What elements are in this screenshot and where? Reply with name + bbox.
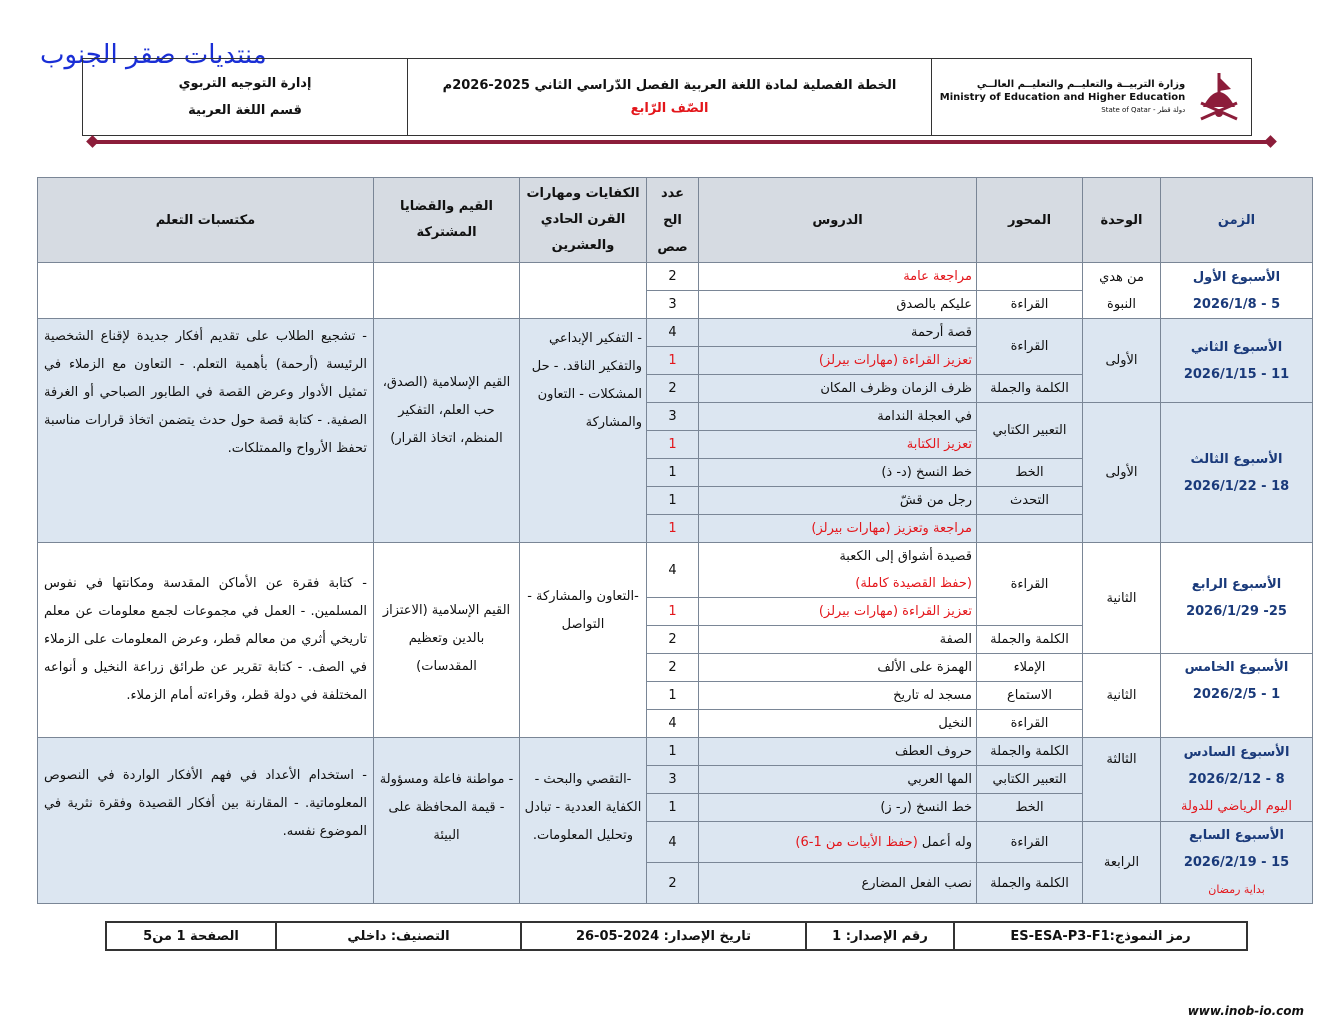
axis-cell	[977, 263, 1083, 291]
week-name: الأسبوع الثالث	[1190, 451, 1283, 467]
axis-cell: الخط	[977, 794, 1083, 822]
week-name: الأسبوع السادس	[1183, 745, 1290, 760]
lesson-cell: مراجعة وتعزيز (مهارات بيرلز)	[699, 515, 977, 543]
unit-cell: من هدي النبوة	[1083, 263, 1161, 319]
count-cell: 3	[647, 403, 699, 431]
week-name: الأسبوع السابع	[1189, 828, 1284, 843]
col-axis: المحور	[977, 178, 1083, 263]
skills-cell	[520, 263, 647, 319]
lesson-cell: حروف العطف	[699, 738, 977, 766]
outcomes-cell: - استخدام الأعداد في فهم الأفكار الواردة في النصوص المعلوماتية. - المقارنة بين أفكار القصيدة وفقرة نثرية في الموضوع نفسه.	[38, 738, 374, 904]
axis-cell: القراءة	[977, 319, 1083, 375]
unit-cell: الثانية	[1083, 543, 1161, 654]
week-name: الأسبوع الأول	[1192, 269, 1281, 285]
department-1: إدارة التوجيه التربوي	[178, 76, 312, 91]
lesson-cell: تعزيز القراءة (مهارات بيرلز)	[699, 347, 977, 375]
divider-diamond-left	[86, 135, 99, 148]
axis-cell	[977, 515, 1083, 543]
week-date: 5 - 2026/1/8	[1192, 296, 1281, 312]
lesson-cell: عليكم بالصدق	[699, 291, 977, 319]
col-values: القيم والقضايا المشتركة	[374, 178, 520, 263]
col-outcomes: مكتسبات التعلم	[38, 178, 374, 263]
unit-cell: الرابعة	[1083, 822, 1161, 904]
axis-cell: الكلمة والجملة	[977, 863, 1083, 904]
lesson-cell: الهمزة على الألف	[699, 654, 977, 682]
lesson-cell: تعزيز القراءة (مهارات بيرلز)	[699, 598, 977, 626]
lesson-cell: مسجد له تاريخ	[699, 682, 977, 710]
axis-cell: الكلمة والجملة	[977, 626, 1083, 654]
week-note: اليوم الرياضي للدولة	[1180, 799, 1293, 814]
page-number: الصفحة 1 من5	[106, 922, 276, 950]
week-date: 18 - 2026/1/22	[1183, 478, 1290, 494]
lesson-cell: ظرف الزمان وظرف المكان	[699, 375, 977, 403]
unit-cell: الثالثة	[1083, 738, 1161, 822]
week-cell	[1161, 263, 1313, 319]
document-header	[82, 58, 1252, 136]
count-cell: 1	[647, 459, 699, 487]
table-row	[38, 263, 1313, 291]
count-cell: 2	[647, 263, 699, 291]
values-cell: القيم الإسلامية (الصدق، حب العلم، التفكير المنظم، اتخاذ القرار)	[374, 319, 520, 543]
count-cell: 2	[647, 654, 699, 682]
lesson-title: قصيدة أشواق إلى الكعبة	[839, 549, 972, 564]
lesson-cell: المها العربي	[699, 766, 977, 794]
week-cell	[1161, 738, 1313, 822]
count-cell: 4	[647, 319, 699, 347]
outcomes-cell: - كتابة فقرة عن الأماكن المقدسة ومكانتها في نفوس المسلمين. - العمل في مجموعات لجمع معلومات عن معلم تاريخي أثري من معالم قطر، وعرض المعلومات على الزملاء في الصف. - كتابة تقرير عن طرائق زراعة النخيل و أنواعه المختلفة في دولة قطر، وقراءته أمام الزملاء.	[38, 543, 374, 738]
skills-cell: -التعاون والمشاركة - التواصل	[520, 543, 647, 738]
week-name: الأسبوع الثاني	[1190, 339, 1283, 355]
week-cell	[1161, 319, 1313, 403]
ministry-logo-block	[931, 59, 1251, 135]
outcomes-cell: - تشجيع الطلاب على تقديم أفكار جديدة لإقناع الشخصية الرئيسة (أرحمة) بأهمية التعلم. - التعاون مع الزملاء في تمثيل الأدوار وعرض القصة في الطابور الصباحي أو الغرفة الصفية. - كتابة قصة حول حدث يتضمن اتخاذ قرارات مناسبة تحفظ الأرواح والممتلكات.	[38, 319, 374, 543]
count-cell: 3	[647, 291, 699, 319]
website-url: www.inob-io.com	[1187, 1004, 1304, 1018]
lesson-note: (حفظ الأبيات من 1-6)	[795, 834, 918, 850]
axis-cell: التعبير الكتابي	[977, 766, 1083, 794]
qatar-emblem-icon	[1195, 67, 1243, 127]
table-header-row	[38, 178, 1313, 263]
week-date: 15 - 2026/2/19	[1183, 855, 1290, 870]
week-date: 25- 2026/1/29	[1186, 604, 1287, 619]
week-date: 1 - 2026/2/5	[1192, 687, 1281, 702]
col-unit: الوحدة	[1083, 178, 1161, 263]
unit-cell: الثانية	[1083, 654, 1161, 738]
issue-date: تاريخ الإصدار: 2024-05-26	[521, 922, 806, 950]
axis-cell: الاستماع	[977, 682, 1083, 710]
footer-row	[106, 922, 1247, 950]
lesson-cell: في العجلة الندامة	[699, 403, 977, 431]
count-cell: 4	[647, 710, 699, 738]
grade-label: الصّف الرّابع	[630, 101, 709, 116]
count-cell: 1	[647, 738, 699, 766]
count-cell: 4	[647, 543, 699, 598]
lesson-cell: مراجعة عامة	[699, 263, 977, 291]
lesson-cell: رجل من قشّ	[699, 487, 977, 515]
values-cell: - مواطنة فاعلة ومسؤولة - قيمة المحافظة على البيئة	[374, 738, 520, 904]
lesson-cell: النخيل	[699, 710, 977, 738]
skills-cell: - التفكير الإبداعي والتفكير الناقد. - حل المشكلات - التعاون والمشاركة	[520, 319, 647, 543]
lesson-cell: قصة أرحمة	[699, 319, 977, 347]
divider-diamond-right	[1264, 135, 1277, 148]
watermark: منتديات صقر الجنوب	[40, 40, 267, 70]
classification: التصنيف: داخلي	[276, 922, 521, 950]
version-number: رقم الإصدار: 1	[806, 922, 954, 950]
lesson-cell: الصفة	[699, 626, 977, 654]
count-cell: 1	[647, 347, 699, 375]
col-skills: الكفايات ومهارات القرن الحادي والعشرين	[520, 178, 647, 263]
count-cell: 2	[647, 863, 699, 904]
lesson-cell: تعزيز الكتابة	[699, 431, 977, 459]
axis-cell: القراءة	[977, 822, 1083, 863]
week-date: 11 - 2026/1/15	[1183, 366, 1290, 382]
count-cell: 1	[647, 682, 699, 710]
axis-cell: الخط	[977, 459, 1083, 487]
count-cell: 1	[647, 598, 699, 626]
col-lessons: الدروس	[699, 178, 977, 263]
count-cell: 1	[647, 794, 699, 822]
week-name: الأسبوع الرابع	[1191, 577, 1282, 592]
week-note: بداية رمضان	[1208, 883, 1265, 896]
lesson-cell	[699, 822, 977, 863]
axis-cell: الكلمة والجملة	[977, 375, 1083, 403]
axis-cell: القراءة	[977, 291, 1083, 319]
ministry-name-en: Ministry of Education and Higher Education	[939, 91, 1186, 103]
table-row	[38, 543, 1313, 598]
count-cell: 1	[647, 487, 699, 515]
lesson-note: (حفظ القصيدة كاملة)	[855, 576, 972, 591]
table-row	[38, 319, 1313, 347]
week-cell	[1161, 543, 1313, 654]
col-count: عدد الح صص	[647, 178, 699, 263]
ministry-name	[940, 78, 1186, 117]
axis-cell: التحدث	[977, 487, 1083, 515]
count-cell: 2	[647, 626, 699, 654]
table-row	[38, 738, 1313, 766]
week-cell	[1161, 403, 1313, 543]
plan-title-block	[407, 59, 931, 135]
count-cell: 4	[647, 822, 699, 863]
footer-table	[105, 921, 1248, 951]
axis-cell: التعبير الكتابي	[977, 403, 1083, 459]
department-2: قسم اللغة العربية	[188, 103, 302, 118]
lesson-cell: خط النسخ (د- ذ)	[699, 459, 977, 487]
lesson-title: وله أعمل	[921, 834, 972, 850]
axis-cell: القراءة	[977, 543, 1083, 626]
count-cell: 3	[647, 766, 699, 794]
values-cell	[374, 263, 520, 319]
col-time: الزمن	[1161, 178, 1313, 263]
week-date: 8 - 2026/2/12	[1188, 772, 1285, 787]
unit-cell: الأولى	[1083, 319, 1161, 403]
lesson-cell: خط النسخ (ر- ز)	[699, 794, 977, 822]
department-block	[83, 59, 407, 135]
week-name: الأسبوع الخامس	[1184, 660, 1289, 675]
count-cell: 2	[647, 375, 699, 403]
unit-cell: الأولى	[1083, 403, 1161, 543]
lesson-cell: نصب الفعل المضارع	[699, 863, 977, 904]
week-cell	[1161, 654, 1313, 738]
state-of-qatar: State of Qatar - دولة قطر	[1101, 105, 1186, 114]
week-cell	[1161, 822, 1313, 904]
ministry-name-ar: وزارة التربيــة والتعليــم والتعليــم العالــي	[976, 78, 1186, 90]
axis-cell: الكلمة والجملة	[977, 738, 1083, 766]
values-cell: القيم الإسلامية (الاعتزاز بالدين وتعظيم المقدسات)	[374, 543, 520, 738]
lesson-cell	[699, 543, 977, 598]
axis-cell: الإملاء	[977, 654, 1083, 682]
form-code: رمز النموذج:ES-ESA-P3-F1	[954, 922, 1247, 950]
plan-title: الخطة الفصلية لمادة اللغة العربية الفصل الدّراسي الثاني 2025-2026م	[442, 78, 897, 93]
count-cell: 1	[647, 431, 699, 459]
skills-cell: -التقصي والبحث - الكفاية العددية - تبادل وتحليل المعلومات.	[520, 738, 647, 904]
divider-line	[92, 140, 1272, 144]
plan-table	[37, 177, 1313, 904]
axis-cell: القراءة	[977, 710, 1083, 738]
count-cell: 1	[647, 515, 699, 543]
outcomes-cell	[38, 263, 374, 319]
